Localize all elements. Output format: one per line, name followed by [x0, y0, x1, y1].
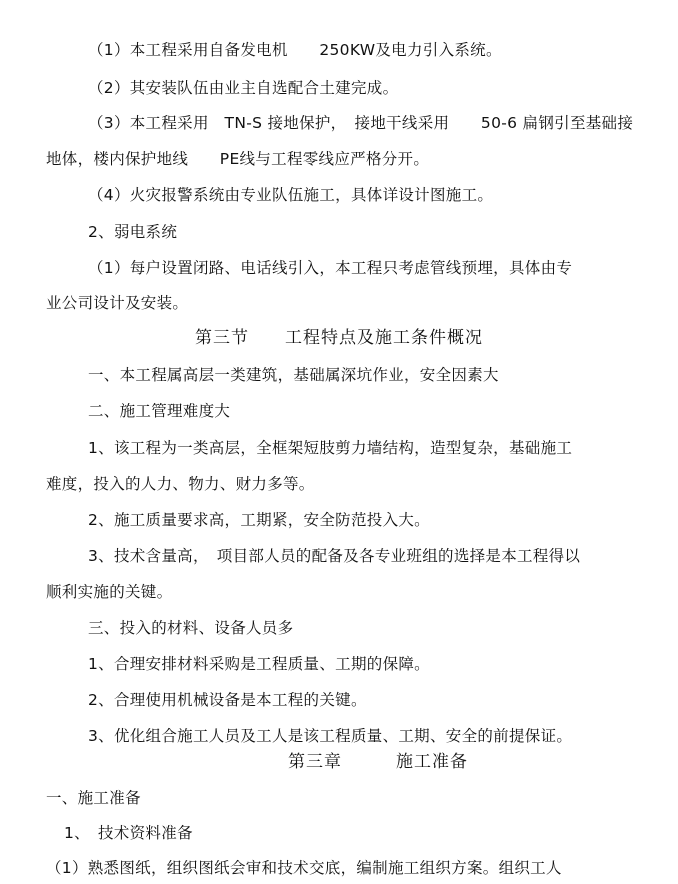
section-heading: 一、施工准备 — [46, 789, 141, 807]
chapter-title: 第三章 施工准备 — [288, 752, 468, 772]
text-line: 三、投入的材料、设备人员多 — [88, 619, 294, 637]
text-line: 地体，楼内保护地线 PE线与工程零线应严格分开。 — [46, 150, 430, 168]
text-line: 2、合理使用机械设备是本工程的关键。 — [88, 691, 367, 709]
text-line: 1、该工程为一类高层，全框架短肢剪力墙结构，造型复杂，基础施工 — [88, 439, 573, 457]
text-line: （1）熟悉图纸，组织图纸会审和技术交底，编制施工组织方案。组织工人 — [46, 859, 562, 877]
subsection-heading: 1、 技术资料准备 — [64, 824, 193, 842]
text-line: （2）其安装队伍由业主自选配合土建完成。 — [88, 79, 399, 97]
text-line: （1）每户设置闭路、电话线引入，本工程只考虑管线预埋，具体由专 — [88, 259, 573, 277]
text-line: 一、本工程属高层一类建筑，基础属深坑作业，安全因素大 — [88, 366, 499, 384]
text-line: 2、施工质量要求高，工期紧，安全防范投入大。 — [88, 511, 430, 529]
text-line: （3）本工程采用 TN-S 接地保护， 接地干线采用 50-6 扁钢引至基础接 — [88, 114, 634, 132]
section-title: 第三节 工程特点及施工条件概况 — [195, 328, 483, 348]
text-line: （4）火灾报警系统由专业队伍施工，具体详设计图施工。 — [88, 186, 494, 204]
text-line: 3、优化组合施工人员及工人是该工程质量、工期、安全的前提保证。 — [88, 727, 573, 745]
text-line: 二、施工管理难度大 — [88, 402, 231, 420]
text-line: 1、合理安排材料采购是工程质量、工期的保障。 — [88, 655, 430, 673]
text-line: 3、技术含量高， 项目部人员的配备及各专业班组的选择是本工程得以 — [88, 547, 581, 565]
text-line: 顺利实施的关键。 — [46, 583, 173, 601]
text-line: （1）本工程采用自备发电机 250KW及电力引入系统。 — [88, 41, 502, 59]
section-heading: 2、弱电系统 — [88, 223, 178, 241]
text-line: 难度，投入的人力、物力、财力多等。 — [46, 475, 315, 493]
text-line: 业公司设计及安装。 — [46, 294, 189, 312]
